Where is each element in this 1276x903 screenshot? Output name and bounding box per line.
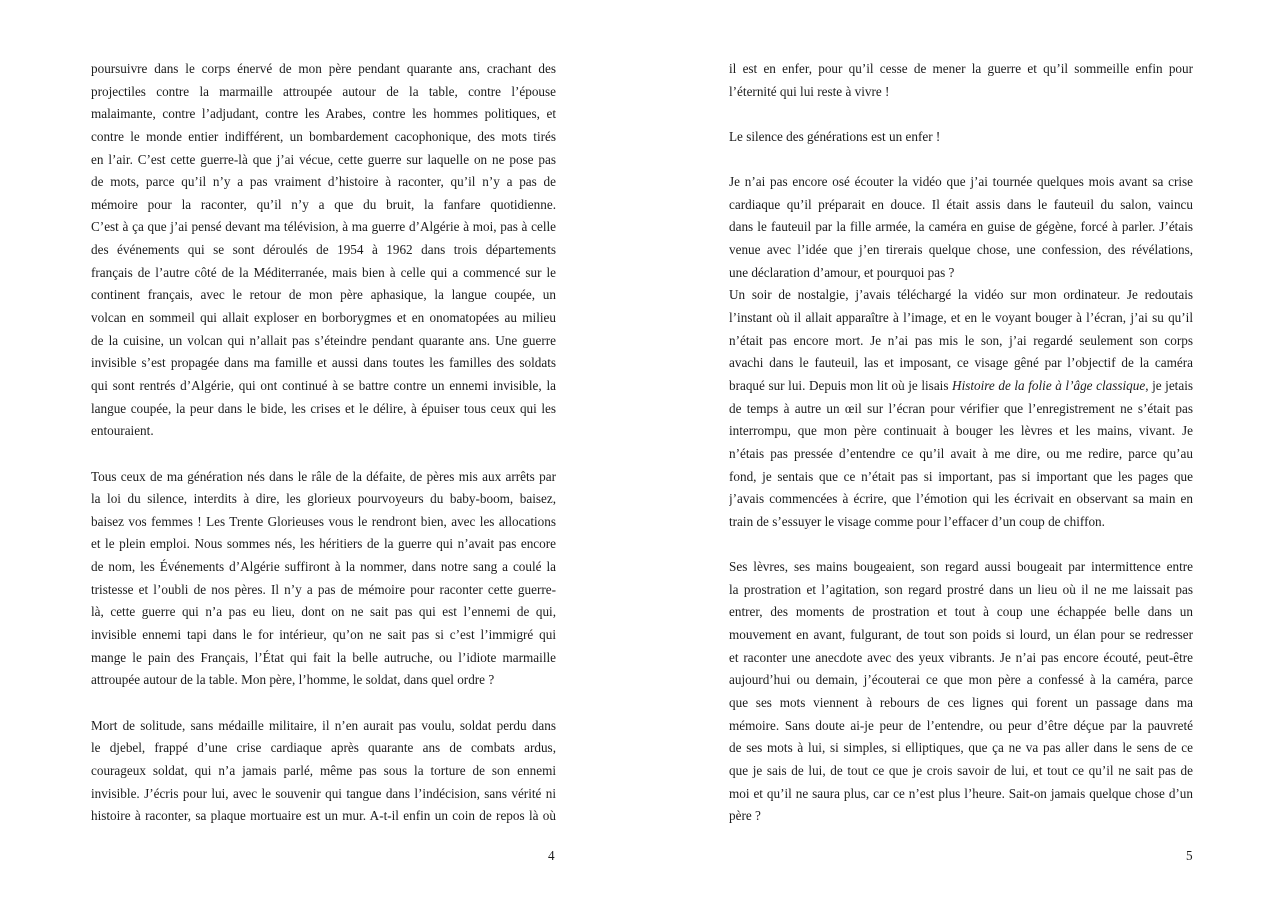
text-line: que ses mots viennent à rebours de ces lignes qui forent un passage dans ma [729, 694, 1193, 710]
text-line: tristesse et l’oubli de nos pères. Il n’y a pas de mémoire pour raconter cette guerre- [91, 581, 556, 597]
text-line: C’est à ça que j’ai pensé devant ma télévision, à ma guerre d’Algérie à moi, pas à celle [91, 219, 556, 235]
text-line: interrompu, que mon père continuait à bouger les lèvres et les mains, vivant. Je [729, 423, 1193, 439]
text-line: histoire à raconter, sa plaque mortuaire est un mur. A-t-il enfin un coin de repos là où [91, 808, 556, 824]
text-line: baisez vos femmes ! Les Trente Glorieuses vous le rendront bien, avec les allocations [91, 513, 556, 529]
text-line: attroupée autour de la table. Mon père, l’homme, le soldat, dans quel ordre ? [91, 672, 495, 688]
text-line: entouraient. [91, 423, 154, 439]
text-line: invisible s’est propagée dans ma famille et aussi dans toutes les familles des soldats [91, 355, 556, 371]
text-line: entrer, des moments de prostration et tout à coup une échappée belle dans un [729, 604, 1193, 620]
text-line: de mots, parce qu’il n’y a pas vraiment d’histoire à raconter, qu’il n’y a pas de [91, 174, 556, 190]
blank-line [729, 103, 1193, 126]
text-line: de temps à autre un œil sur l’écran pour vérifier que l’enregistrement ne s’était pas [729, 400, 1193, 416]
text-line: qui sont rentrés d’Algérie, qui ont continué à se battre contre un ennemi invisible, la [91, 377, 556, 393]
text-line: venue avec l’idée que j’en tirerais quelque chose, une confession, des révélations, [729, 242, 1193, 258]
text-line: projectiles contre la marmaille attroupée autour de la table, contre l’épouse [91, 83, 556, 99]
book-title: Histoire de la folie à l’âge classique [952, 377, 1146, 393]
paragraph [91, 715, 556, 828]
text-line: train de s’essuyer le visage comme pour l’effacer d’un coup de chiffon. [729, 513, 1105, 529]
text-line: moi et qu’il ne saura plus, car ce n’est plus l’heure. Sait-on jamais quelque chose d’un [729, 785, 1193, 801]
text-line: Le silence des générations est un enfer ! [729, 128, 941, 144]
text-line: cardiaque qu’il préparait en douce. Il était assis dans le fauteuil du salon, vaincu [729, 196, 1193, 212]
text-line: là, cette guerre qui n’a pas eu lieu, dont on ne sait pas qui est l’ennemi de qui, [91, 604, 556, 620]
text-line: mange le pain des Français, l’État qui fait la belle autruche, ou l’idiote marmaille [91, 649, 556, 665]
text-line: Mort de solitude, sans médaille militaire, il n’en aurait pas voulu, soldat perdu dans [91, 717, 556, 733]
text-line: des événements qui se sont déroulés de 1954 à 1962 dans trois départements [91, 242, 556, 258]
text-line: Ses lèvres, ses mains bougeaient, son regard aussi bougeait par intermittence entre [729, 559, 1193, 575]
page-number: 4 [548, 848, 555, 863]
page-5-text [729, 58, 1193, 828]
text-line: de nom, les Événements d’Algérie suffiront à la nommer, dans notre sang a coulé la [91, 559, 556, 575]
text-line: invisible ennemi tapi dans le for intérieur, qu’on ne sait pas si c’est l’immigré qui [91, 627, 556, 643]
text-line: fond, je sentais que ce n’était pas si important, pas si important que les pages que [729, 468, 1193, 484]
page-4-text [91, 58, 556, 828]
text-line: invisible. J’écris pour lui, avec le souvenir qui tangue dans l’indécision, sans vérité ni [91, 785, 556, 801]
text-line: Un soir de nostalgie, j’avais téléchargé la vidéo sur mon ordinateur. Je redoutais [729, 287, 1193, 303]
text-line: que je sais de lui, de tout ce que je crois savoir de lui, et tout ce qu’il ne sait pas de [729, 762, 1193, 778]
text-line: il est en enfer, pour qu’il cesse de mener la guerre et qu’il sommeille enfin pour [729, 61, 1193, 76]
text-line: de ses mots à lui, si simples, si elliptiques, que ça ne va pas aller dans le sens de ce [729, 740, 1193, 756]
text-line: volcan en sommeil qui allait exploser en borborygmes et en onomatopées au milieu [91, 310, 556, 326]
text-line: la prostration et l’agitation, son regard prostré dans un lieu où il ne me laissait pas [729, 581, 1193, 597]
text-line: mouvement en avant, fulgurant, de tout son poids si lourd, un élan pour se redresser [729, 627, 1193, 643]
page-number: 5 [1186, 848, 1193, 863]
text-line: langue coupée, la peur dans le bide, les crises et le délire, à épuiser tous ceux qui les [91, 400, 556, 416]
text-line: contre le monde entier indifférent, un bombardement cacophonique, des mots tirés [91, 128, 556, 144]
text-line: de la cuisine, un volcan qui n’allait pas s’éteindre pendant quarante ans. Une guerre [91, 332, 556, 348]
text-line: la loi du silence, interdits à dire, les glorieux pourvoyeurs du baby-boom, baisez, [91, 491, 556, 507]
text-line: et raconter une anecdote avec des yeux vibrants. Je n’ai pas encore écouté, peut-être [729, 649, 1193, 665]
text-line: et le plein emploi. Nous sommes nés, les héritiers de la guerre qui n’avait pas encore [91, 536, 556, 552]
text-line: Tous ceux de ma génération nés dans le râle de la défaite, de pères mis aux arrêts par [91, 468, 556, 484]
text-line: dans le fauteuil par la fille armée, la caméra en guise de gégène, forcé à parler. J’étais [729, 219, 1193, 235]
text-line: poursuivre dans le corps énervé de mon père pendant quarante ans, crachant des [91, 61, 556, 76]
text-line: père ? [729, 808, 761, 824]
text-line [729, 375, 1193, 398]
paragraph [729, 126, 1193, 149]
text-line: continent français, avec le retour de mon père aphasique, la langue coupée, un [91, 287, 556, 303]
text-line: aujourd’hui ou demain, j’écouterai ce que mon père a confessé à la caméra, parce [729, 672, 1193, 688]
paragraph [729, 58, 1193, 103]
blank-line [91, 692, 556, 715]
text-segment: , je jetais [1145, 377, 1193, 393]
paragraph [729, 171, 1193, 284]
text-line: malaimante, contre l’adjudant, contre les Arabes, contre les hommes politiques, et [91, 106, 556, 122]
text-segment: braqué sur lui. Depuis mon lit où je lisais [729, 377, 953, 393]
text-line: j’avais commencées à écrire, que l’émotion qui les écrivait en observant sa main en [729, 491, 1193, 507]
text-line: en l’air. C’est cette guerre-là que j’ai vécue, cette guerre sur laquelle on ne pose pas [91, 151, 556, 167]
text-line: mémoire. Sans doute ai-je peur de l’entendre, ou peur d’être déçue par la pauvreté [729, 717, 1193, 733]
text-line: avachi dans le fauteuil, las et imposant, ce visage gêné par l’objectif de la caméra [729, 355, 1193, 371]
paragraph [729, 284, 1193, 533]
text-line: Je n’ai pas encore osé écouter la vidéo que j’ai tournée quelques mois avant sa crise [729, 174, 1193, 190]
text-line: mémoire pour la raconter, qu’il n’y a que du bruit, la fanfare quotidienne. [91, 196, 556, 212]
blank-line [729, 149, 1193, 172]
text-line: une déclaration d’amour, et pourquoi pas ? [729, 264, 955, 280]
text-line: français de l’autre côté de la Méditerranée, mais bien à celle qui a commencé sur le [91, 264, 556, 280]
paragraph [729, 556, 1193, 828]
paragraph [91, 58, 556, 443]
paragraph [91, 466, 556, 692]
text-line: n’était pas encore mort. Je n’ai pas mis le son, j’ai regardé seulement son corps [729, 332, 1193, 348]
blank-line [729, 533, 1193, 556]
blank-line [91, 443, 556, 466]
text-line: l’éternité qui lui reste à vivre ! [729, 83, 890, 99]
text-line: le djebel, frappé d’une crise cardiaque après quarante ans de combats ardus, [91, 740, 556, 756]
text-line: n’étais pas pressée d’entendre ce qu’il avait à me dire, ou me redire, parce qu’au [729, 445, 1193, 461]
text-line: l’instant où il allait apparaître à l’image, et en le voyant bouger à l’écran, j’ai su qu’il [729, 310, 1193, 326]
text-line: courageux soldat, qui n’a jamais parlé, même pas sous la torture de son ennemi [91, 762, 556, 778]
